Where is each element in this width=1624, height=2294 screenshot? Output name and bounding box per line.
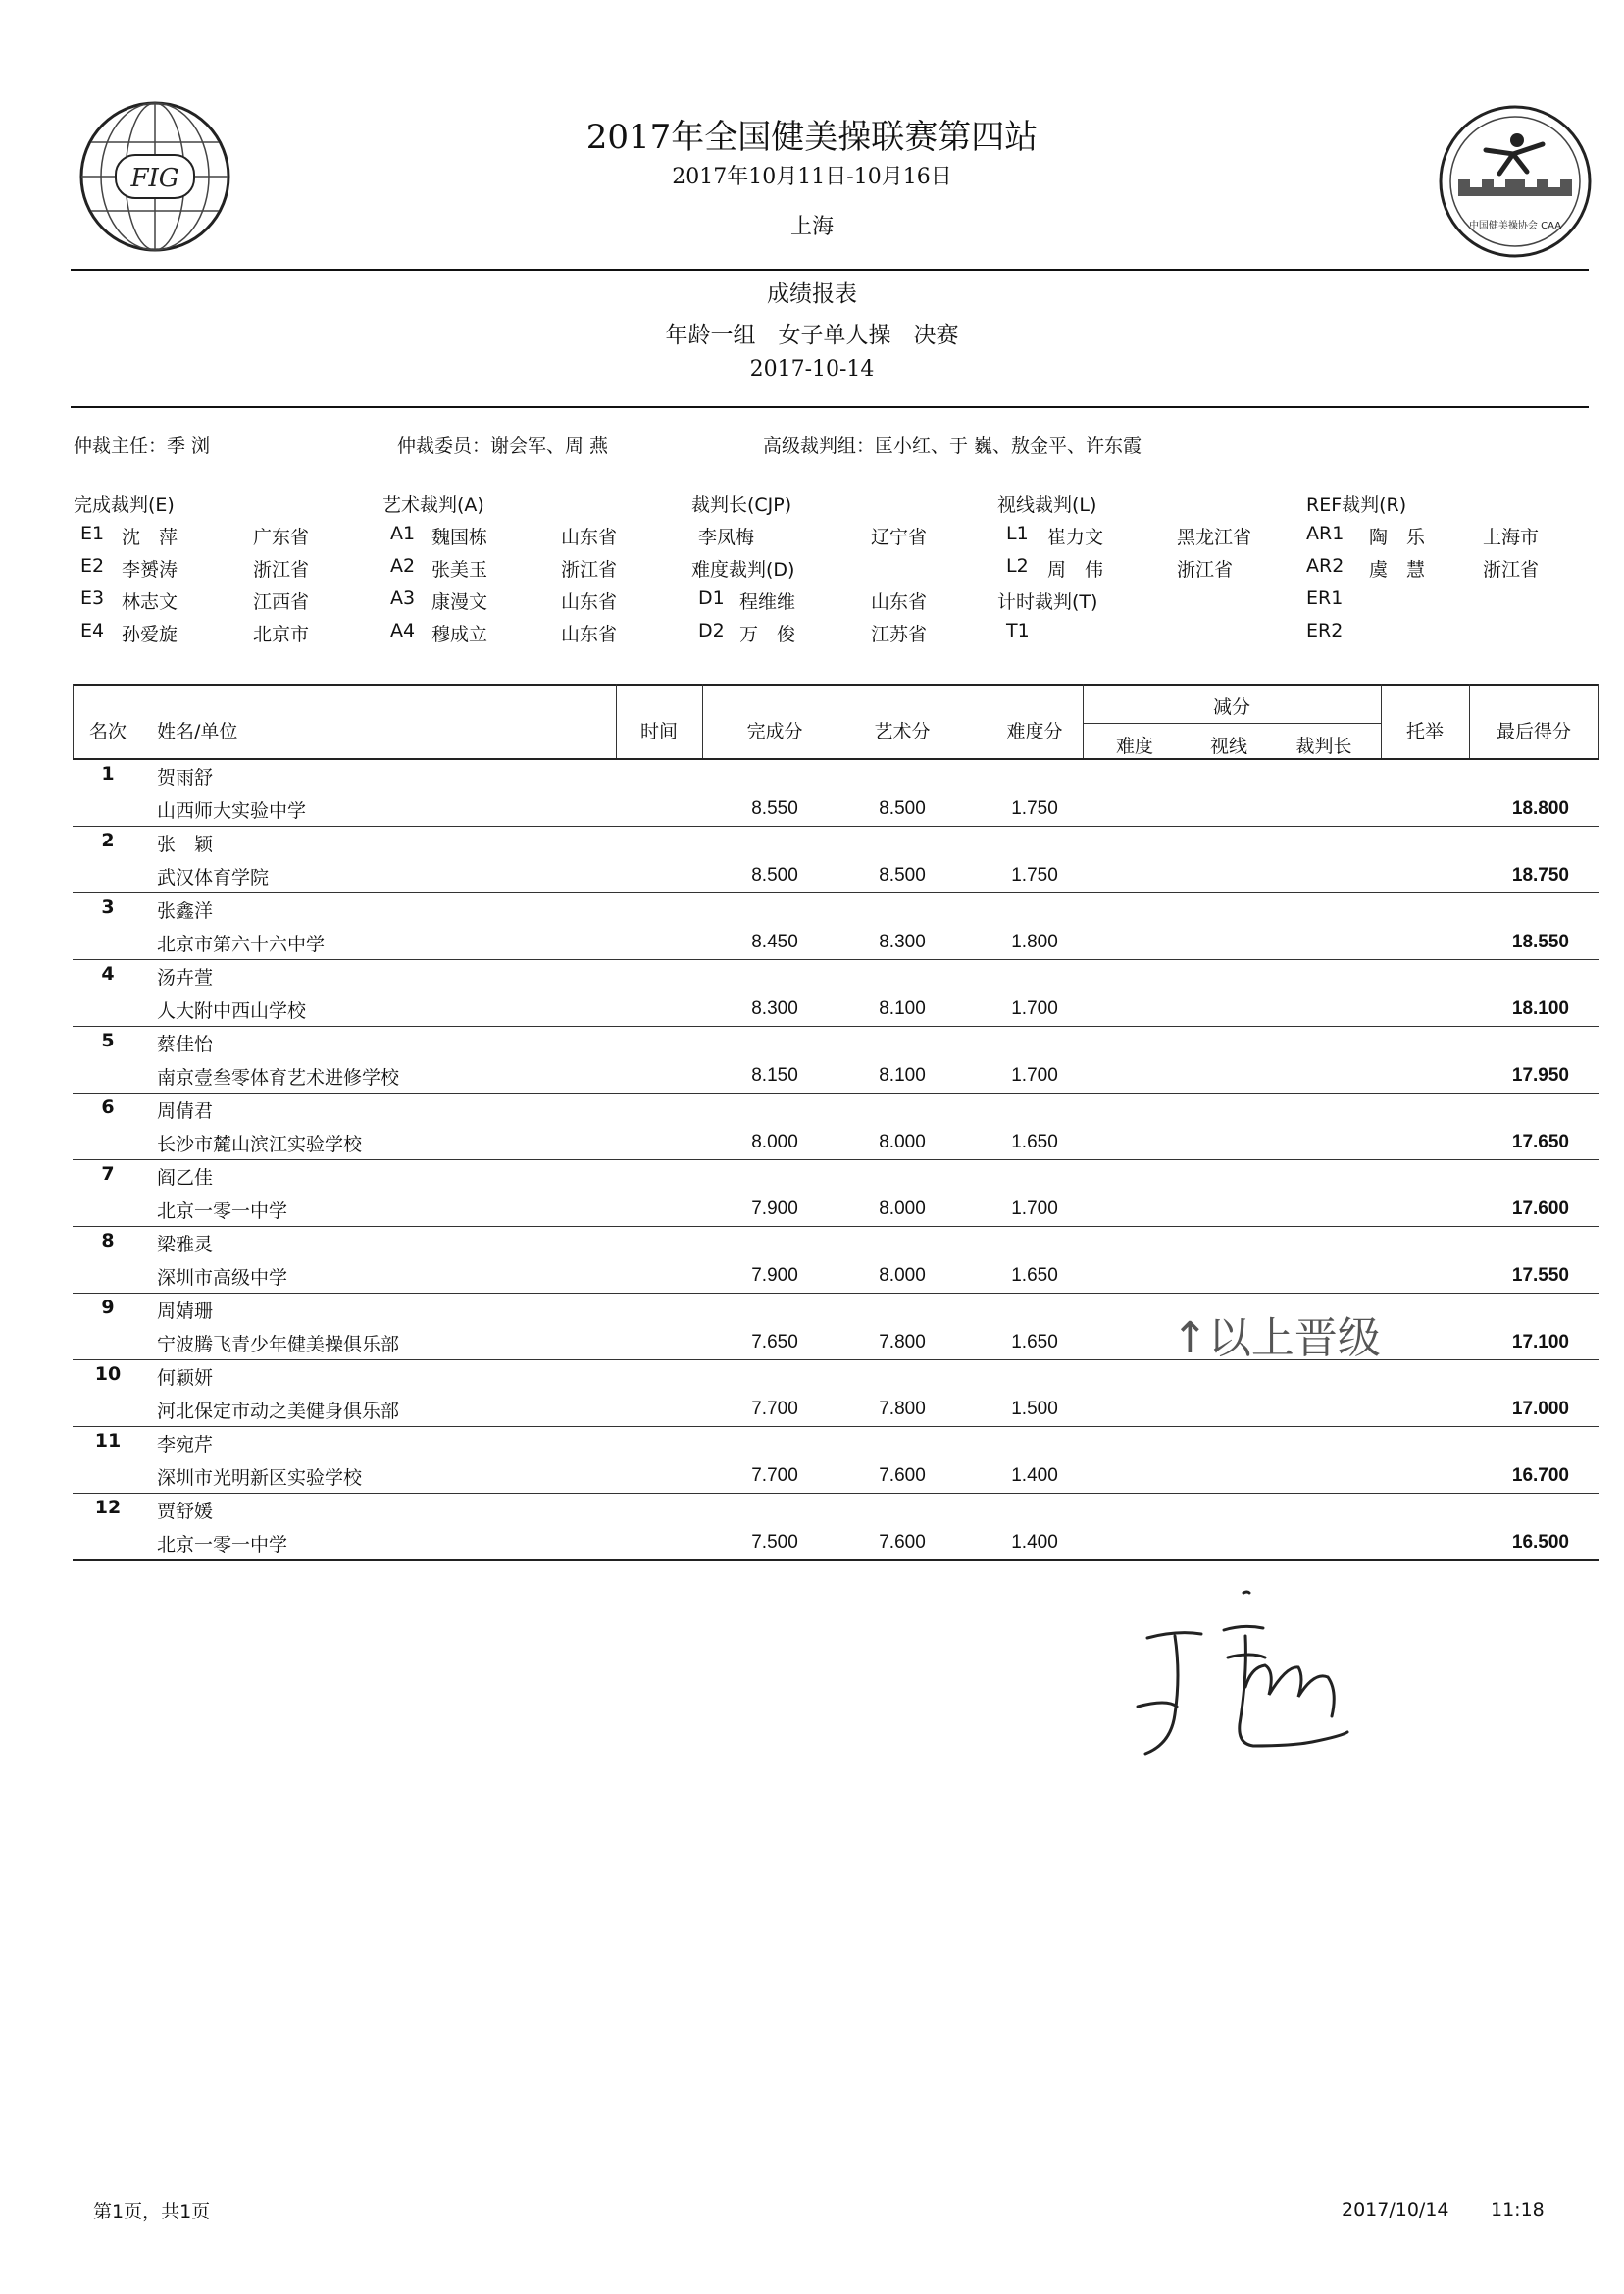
cjp-name: 李凤梅 (698, 527, 755, 548)
row-artistic: 7.800 (879, 1399, 926, 1419)
row-rank: 7 (101, 1163, 115, 1185)
judge-province: 浙江省 (1483, 559, 1540, 581)
judge-province: 浙江省 (253, 559, 310, 581)
judge-province: 江苏省 (871, 624, 928, 645)
row-rank: 10 (94, 1363, 122, 1385)
judge-name: 康漫文 (431, 591, 488, 613)
judge-code: A2 (390, 555, 416, 577)
row-name: 蔡佳怡 (157, 1034, 214, 1055)
row-execution: 8.550 (751, 798, 798, 819)
row-execution: 7.900 (751, 1198, 798, 1219)
row-final: 18.100 (1511, 998, 1569, 1019)
row-unit: 宁波腾飞青少年健美操俱乐部 (157, 1334, 400, 1355)
execution-judges-heading: 完成裁判(E) (74, 494, 175, 516)
row-unit: 深圳市光明新区实验学校 (157, 1467, 363, 1489)
row-unit: 长沙市麓山滨江实验学校 (157, 1134, 363, 1155)
judge-name: 崔力文 (1047, 527, 1104, 548)
row-difficulty: 1.650 (1011, 1265, 1058, 1286)
table-top-border (73, 684, 1599, 686)
row-artistic: 7.600 (879, 1532, 926, 1553)
judge-name: 周 伟 (1047, 559, 1104, 581)
row-rank: 12 (94, 1497, 122, 1518)
row-name: 阎乙佳 (157, 1167, 214, 1189)
judge-name: 林志文 (122, 591, 178, 613)
report-event: 年龄一组 女子单人操 决赛 (665, 323, 959, 348)
row-artistic: 8.300 (879, 932, 926, 952)
senior-judges: 高级裁判组：匡小红、于 巍、敖金平、许东霞 (763, 435, 1142, 457)
th-ded-difficulty: 难度 (1115, 736, 1153, 757)
row-unit: 深圳市高级中学 (157, 1267, 288, 1289)
th-execution: 完成分 (746, 721, 803, 742)
row-divider (73, 1093, 1599, 1094)
judge-code: E3 (80, 587, 105, 609)
row-name: 李宛芹 (157, 1434, 214, 1455)
row-unit: 北京一零一中学 (157, 1534, 288, 1555)
judge-province: 浙江省 (561, 559, 618, 581)
th-artistic: 艺术分 (874, 721, 931, 742)
row-rank: 1 (101, 763, 115, 785)
judge-code: E2 (80, 555, 105, 577)
row-difficulty: 1.700 (1011, 1065, 1058, 1086)
row-rank: 6 (101, 1096, 115, 1118)
event-city: 上海 (789, 215, 834, 239)
row-artistic: 8.000 (879, 1132, 926, 1152)
judge-code: L1 (1006, 523, 1029, 544)
judge-code: ER2 (1306, 620, 1344, 641)
th-ded-cjp: 裁判长 (1295, 736, 1352, 757)
footer-date: 2017/10/14 (1342, 2199, 1449, 2220)
judge-name: 魏国栋 (431, 527, 488, 548)
time-judges-heading: 计时裁判(T) (997, 591, 1098, 613)
th-ded-line: 视线 (1209, 736, 1247, 757)
row-name: 张 颖 (157, 834, 214, 855)
th-lift: 托举 (1405, 721, 1444, 742)
row-name: 周倩君 (157, 1100, 214, 1122)
judge-province: 山东省 (871, 591, 928, 613)
footer-time: 11:18 (1491, 2199, 1545, 2220)
row-difficulty: 1.400 (1011, 1465, 1058, 1486)
judge-code: A3 (390, 587, 416, 609)
row-rank: 4 (101, 963, 115, 985)
table-header-bottom (73, 758, 1599, 760)
row-artistic: 8.500 (879, 798, 926, 819)
row-final: 16.700 (1511, 1465, 1569, 1486)
event-title: 2017年全国健美操联赛第四站 (585, 118, 1039, 157)
ref-judges-heading: REF裁判(R) (1306, 494, 1407, 516)
judge-province: 山东省 (561, 624, 618, 645)
th-final: 最后得分 (1496, 721, 1571, 742)
judge-name: 张美玉 (431, 559, 488, 581)
row-rank: 3 (101, 896, 115, 918)
judge-code: ER1 (1306, 587, 1344, 609)
judge-province: 黑龙江省 (1177, 527, 1252, 548)
report-title: 成绩报表 (767, 281, 857, 307)
row-divider (73, 959, 1599, 960)
row-execution: 7.500 (751, 1532, 798, 1553)
row-unit: 武汉体育学院 (157, 867, 270, 889)
cjp-heading: 裁判长(CJP) (691, 494, 792, 516)
row-divider (73, 1426, 1599, 1427)
signature (1128, 1579, 1393, 1795)
judge-province: 广东省 (253, 527, 310, 548)
row-artistic: 8.100 (879, 1065, 926, 1086)
footer-page: 第1页，共1页 (93, 2201, 211, 2222)
th-rank: 名次 (88, 721, 127, 742)
row-artistic: 7.800 (879, 1332, 926, 1352)
judge-province: 山东省 (561, 591, 618, 613)
row-artistic: 8.100 (879, 998, 926, 1019)
row-difficulty: 1.500 (1011, 1399, 1058, 1419)
judge-code: D2 (698, 620, 725, 641)
judge-code: E4 (80, 620, 105, 641)
row-unit: 北京市第六十六中学 (157, 934, 326, 955)
table-border-left (73, 684, 74, 758)
difficulty-judges-heading: 难度裁判(D) (691, 559, 795, 581)
row-divider (73, 1293, 1599, 1294)
row-unit: 山西师大实验中学 (157, 800, 307, 822)
judge-code: AR1 (1306, 523, 1345, 544)
row-execution: 8.450 (751, 932, 798, 952)
row-divider (73, 1026, 1599, 1027)
chief-judge: 仲裁主任：季 浏 (74, 435, 211, 457)
row-execution: 8.150 (751, 1065, 798, 1086)
row-final: 17.550 (1511, 1265, 1569, 1286)
judge-name: 程维维 (739, 591, 796, 613)
judge-name: 李赟涛 (122, 559, 178, 581)
row-final: 18.750 (1511, 865, 1569, 886)
event-dates: 2017年10月11日-10月16日 (672, 165, 952, 189)
row-rank: 2 (101, 830, 115, 851)
th-difficulty: 难度分 (1006, 721, 1063, 742)
table-border-right (1598, 684, 1599, 758)
row-unit: 南京壹叁零体育艺术进修学校 (157, 1067, 400, 1089)
row-divider (73, 1226, 1599, 1227)
th-name: 姓名/单位 (157, 721, 238, 742)
col-divider (702, 684, 703, 758)
row-difficulty: 1.750 (1011, 798, 1058, 819)
th-time: 时间 (639, 721, 678, 742)
judge-code: D1 (698, 587, 725, 609)
report-date: 2017-10-14 (749, 357, 875, 382)
row-rank: 9 (101, 1297, 115, 1318)
row-execution: 7.650 (751, 1332, 798, 1352)
row-difficulty: 1.700 (1011, 998, 1058, 1019)
row-execution: 7.700 (751, 1465, 798, 1486)
row-name: 梁雅灵 (157, 1234, 214, 1255)
row-name: 何颖妍 (157, 1367, 214, 1389)
judge-province: 浙江省 (1177, 559, 1234, 581)
row-execution: 7.900 (751, 1265, 798, 1286)
artistic-judges-heading: 艺术裁判(A) (382, 494, 484, 516)
row-name: 贺雨舒 (157, 767, 214, 789)
judge-province: 北京市 (253, 624, 310, 645)
row-artistic: 8.000 (879, 1198, 926, 1219)
row-unit: 人大附中西山学校 (157, 1000, 307, 1022)
row-final: 17.950 (1511, 1065, 1569, 1086)
row-name: 周婧珊 (157, 1300, 214, 1322)
row-final: 18.550 (1511, 932, 1569, 952)
row-execution: 7.700 (751, 1399, 798, 1419)
row-execution: 8.300 (751, 998, 798, 1019)
row-difficulty: 1.800 (1011, 932, 1058, 952)
row-divider (73, 1159, 1599, 1160)
row-name: 张鑫洋 (157, 900, 214, 922)
row-execution: 8.500 (751, 865, 798, 886)
caa-logo (1437, 103, 1594, 260)
row-difficulty: 1.650 (1011, 1132, 1058, 1152)
th-deduction: 减分 (1212, 696, 1250, 718)
row-divider (73, 826, 1599, 827)
cjp-province: 辽宁省 (871, 527, 928, 548)
row-unit: 河北保定市动之美健身俱乐部 (157, 1401, 400, 1422)
row-final: 17.650 (1511, 1132, 1569, 1152)
qualification-note: ↑以上晋级 (1172, 1313, 1381, 1363)
deduction-divider (1083, 723, 1381, 724)
report-divider (71, 406, 1589, 408)
judge-code: L2 (1006, 555, 1029, 577)
row-final: 17.600 (1511, 1198, 1569, 1219)
judge-province: 江西省 (253, 591, 310, 613)
row-rank: 8 (101, 1230, 115, 1251)
row-difficulty: 1.750 (1011, 865, 1058, 886)
row-final: 16.500 (1511, 1532, 1569, 1553)
judge-code: E1 (80, 523, 105, 544)
row-difficulty: 1.700 (1011, 1198, 1058, 1219)
row-difficulty: 1.650 (1011, 1332, 1058, 1352)
table-bottom-border (73, 1559, 1599, 1561)
judge-name: 沈 萍 (122, 527, 178, 548)
fig-logo-text: FIG (130, 164, 179, 193)
row-name: 汤卉萱 (157, 967, 214, 989)
judge-code: AR2 (1306, 555, 1345, 577)
judge-name: 陶 乐 (1369, 527, 1426, 548)
judge-province: 上海市 (1483, 527, 1540, 548)
row-name: 贾舒媛 (157, 1501, 214, 1522)
header-divider (71, 269, 1589, 271)
row-rank: 11 (94, 1430, 122, 1452)
judge-province: 山东省 (561, 527, 618, 548)
row-execution: 8.000 (751, 1132, 798, 1152)
caa-logo-text: 中国健美操协会 CAA (1468, 221, 1562, 231)
row-divider (73, 1493, 1599, 1494)
judge-name: 万 俊 (739, 624, 796, 645)
fig-logo (76, 98, 233, 255)
col-divider (1469, 684, 1470, 758)
row-unit: 北京一零一中学 (157, 1200, 288, 1222)
line-judges-heading: 视线裁判(L) (997, 494, 1097, 516)
row-difficulty: 1.400 (1011, 1532, 1058, 1553)
row-final: 17.100 (1511, 1332, 1569, 1352)
judge-name: 孙爱旋 (122, 624, 178, 645)
time-judge-code: T1 (1006, 620, 1030, 641)
judge-code: A4 (390, 620, 416, 641)
judge-name: 穆成立 (431, 624, 488, 645)
row-artistic: 8.000 (879, 1265, 926, 1286)
judge-name: 虞 慧 (1369, 559, 1426, 581)
row-final: 18.800 (1511, 798, 1569, 819)
row-divider (73, 892, 1599, 893)
row-artistic: 7.600 (879, 1465, 926, 1486)
row-rank: 5 (101, 1030, 115, 1051)
row-final: 17.000 (1511, 1399, 1569, 1419)
row-artistic: 8.500 (879, 865, 926, 886)
judge-code: A1 (390, 523, 416, 544)
jury-committee: 仲裁委员：谢会军、周 燕 (397, 435, 609, 457)
